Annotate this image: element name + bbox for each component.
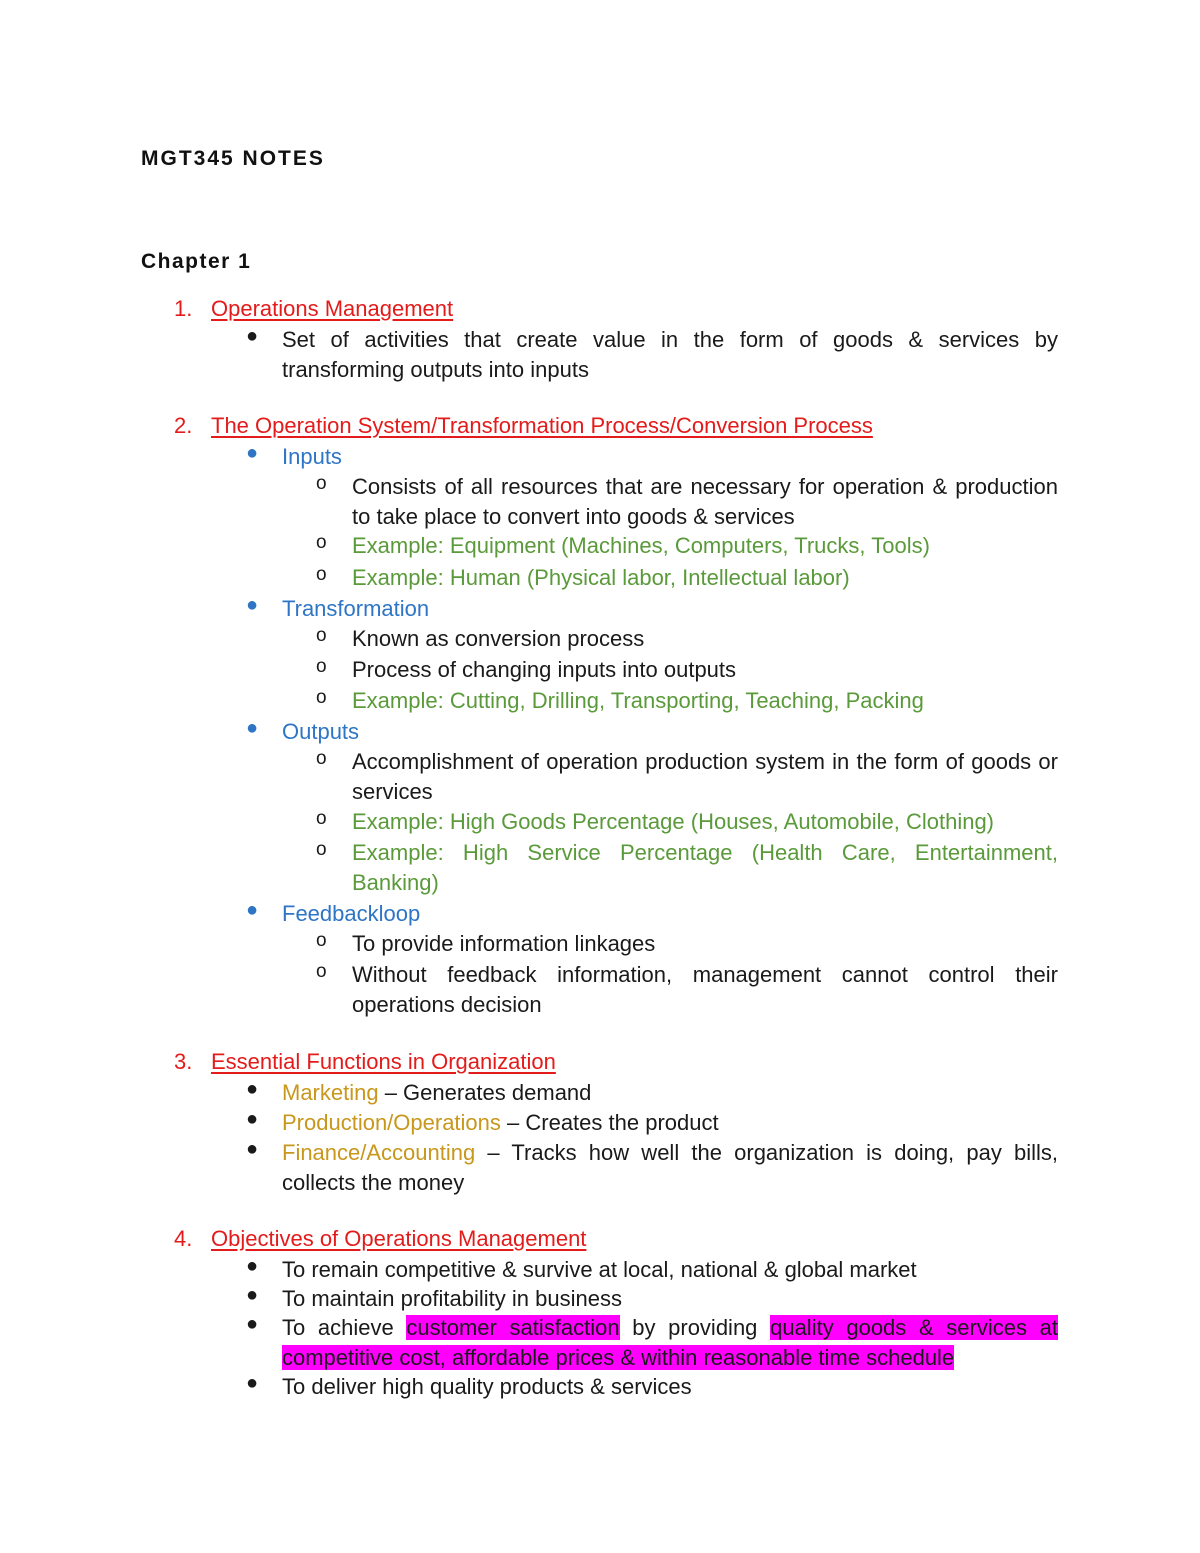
sub-list-item (316, 686, 1058, 716)
bullet-marker: ● (246, 717, 259, 739)
sub-marker: o (316, 473, 327, 494)
sub-item-text: To provide information linkages (352, 931, 656, 956)
function-term: Production/Operations (282, 1110, 501, 1135)
sub-item-example: Example: Equipment (Machines, Computers, Trucks, Tools) (352, 533, 930, 558)
bullet-marker: ● (246, 1108, 259, 1130)
sub-item-example: Example: Cutting, Drilling, Transporting, Teaching, Packing (352, 688, 924, 713)
list-item-label: Outputs (282, 719, 360, 744)
list-item-text: To remain competitive & survive at local, national & global market (282, 1257, 917, 1282)
list-item-text: Set of activities that create value in the form of goods & services by transforming outputs into inputs (282, 327, 1058, 382)
list-item-label: Feedbackloop (282, 901, 421, 926)
list-item (246, 1078, 1058, 1108)
sub-item-example: Example: High Service Percentage (Health Care, Entertainment, Banking) (352, 840, 1058, 895)
function-description: – Generates demand (378, 1080, 592, 1105)
list-item (246, 1372, 1058, 1402)
bullet-marker: ● (246, 1313, 259, 1335)
list-item (246, 899, 1058, 929)
sub-list-item (316, 531, 1058, 561)
sub-marker: o (316, 808, 327, 829)
sub-list-item (316, 960, 1058, 1020)
section-number: 2. (174, 413, 193, 438)
sub-marker: o (316, 656, 327, 677)
sub-marker: o (316, 839, 327, 860)
sub-list-item (316, 655, 1058, 685)
bullet-marker: ● (246, 325, 259, 347)
sub-item-text: Known as conversion process (352, 626, 645, 651)
sub-marker: o (316, 532, 327, 553)
list-item (246, 1313, 1058, 1373)
section-heading: Essential Functions in Organization (211, 1049, 556, 1074)
list-item (246, 325, 1058, 385)
list-item (246, 1255, 1058, 1285)
bullet-marker: ● (246, 1255, 259, 1277)
sub-marker: o (316, 748, 327, 769)
sub-marker: o (316, 961, 327, 982)
section-heading: The Operation System/Transformation Process/Conversion Process (211, 413, 873, 438)
document-title: MGT345 NOTES (141, 147, 325, 170)
list-item (246, 1108, 1058, 1138)
function-term: Finance/Accounting (282, 1140, 476, 1165)
list-item (246, 1138, 1058, 1198)
sub-item-example: Example: Human (Physical labor, Intellectual labor) (352, 565, 850, 590)
sub-marker: o (316, 930, 327, 951)
sub-list-item (316, 563, 1058, 593)
sub-marker: o (316, 564, 327, 585)
highlighted-text: customer satisfaction (406, 1315, 620, 1340)
function-description: – Creates the product (500, 1110, 719, 1135)
list-item-text: To achieve (282, 1315, 407, 1340)
list-item-label: Inputs (282, 444, 342, 469)
bullet-marker: ● (246, 442, 259, 464)
function-term: Marketing (282, 1080, 379, 1105)
section-heading: Objectives of Operations Management (211, 1226, 587, 1251)
sub-item-text: Process of changing inputs into outputs (352, 657, 737, 682)
highlighted-text: quality goods & services at competitive cost, affordable prices & within reasonable time schedule (282, 1315, 1058, 1370)
section-number: 3. (174, 1049, 193, 1074)
section-number: 4. (174, 1226, 193, 1251)
list-item-text: To maintain profitability in business (282, 1286, 622, 1311)
chapter-heading: Chapter 1 (141, 250, 252, 273)
section-heading: Operations Management (211, 296, 454, 321)
sub-list-item (316, 624, 1058, 654)
list-item-text: by providing (619, 1315, 771, 1340)
bullet-marker: ● (246, 1372, 259, 1394)
list-item (246, 442, 1058, 472)
list-item-text: To deliver high quality products & services (282, 1374, 692, 1399)
bullet-marker: ● (246, 899, 259, 921)
sub-item-text: Accomplishment of operation production system in the form of goods or services (352, 749, 1058, 804)
sub-list-item (316, 838, 1058, 898)
list-item (246, 594, 1058, 624)
bullet-marker: ● (246, 1284, 259, 1306)
bullet-marker: ● (246, 1138, 259, 1160)
sub-item-text: Consists of all resources that are necessary for operation & production to take place to convert into goods & services (352, 474, 1058, 529)
sub-list-item (316, 929, 1058, 959)
bullet-marker: ● (246, 594, 259, 616)
section-number: 1. (174, 296, 193, 321)
list-item (246, 717, 1058, 747)
list-item (246, 1284, 1058, 1314)
sub-list-item (316, 807, 1058, 837)
sub-marker: o (316, 687, 327, 708)
sub-item-example: Example: High Goods Percentage (Houses, Automobile, Clothing) (352, 809, 995, 834)
sub-list-item (316, 472, 1058, 532)
function-description: – Tracks how well the organization is doing, pay bills, collects the money (282, 1140, 1058, 1195)
list-item-label: Transformation (282, 596, 430, 621)
sub-marker: o (316, 625, 327, 646)
sub-item-text: Without feedback information, management cannot control their operations decision (352, 962, 1058, 1017)
bullet-marker: ● (246, 1078, 259, 1100)
sub-list-item (316, 747, 1058, 807)
